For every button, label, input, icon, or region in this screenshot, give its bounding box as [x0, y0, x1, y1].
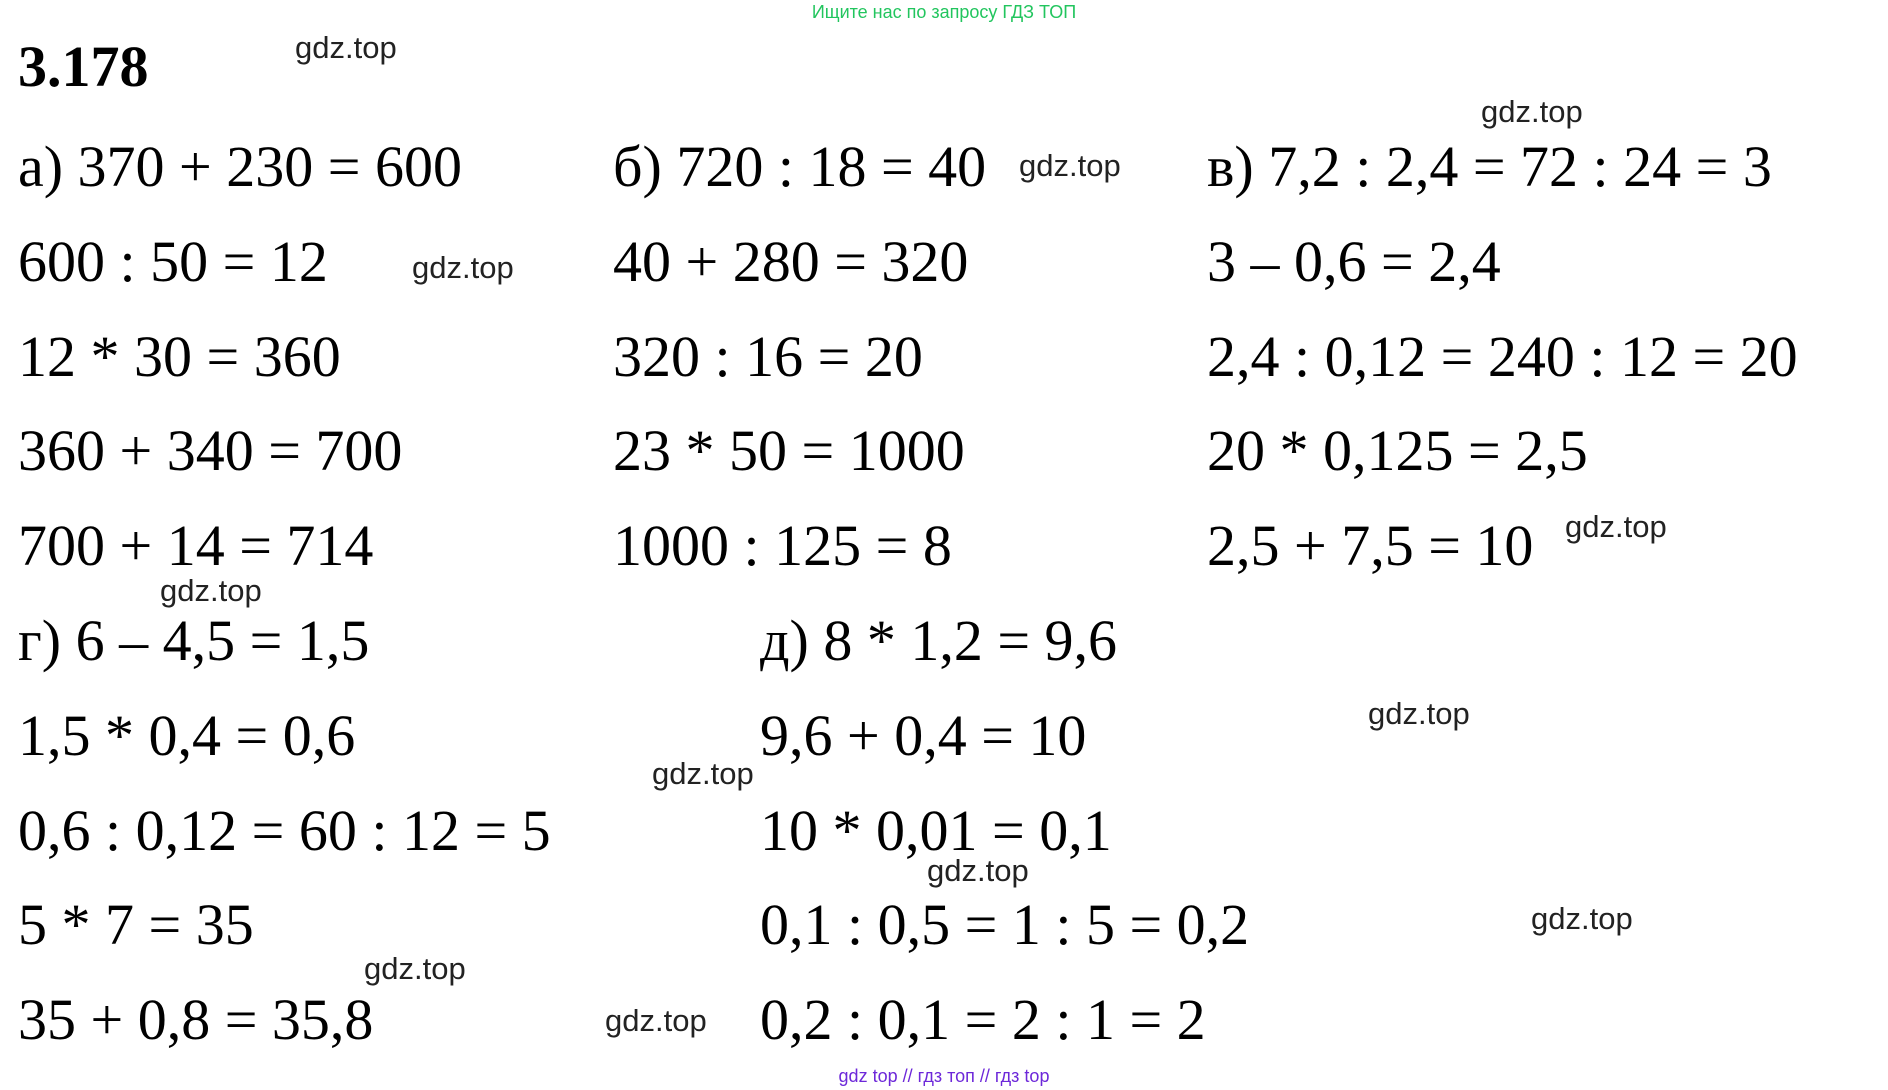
watermark: gdz.top	[927, 853, 1029, 888]
equation-v-3: 2,4 : 0,12 = 240 : 12 = 20	[1207, 324, 1798, 389]
equation-v-4: 20 * 0,125 = 2,5	[1207, 418, 1588, 483]
equation-g-5: 35 + 0,8 = 35,8	[18, 987, 374, 1052]
watermark: gdz.top	[1565, 509, 1667, 544]
watermark: gdz.top	[1531, 901, 1633, 936]
watermark: gdz.top	[160, 573, 262, 608]
equation-b-4: 23 * 50 = 1000	[613, 418, 965, 483]
equation-d-1: д) 8 * 1,2 = 9,6	[760, 608, 1118, 673]
equation-a-5: 700 + 14 = 714	[18, 513, 374, 578]
equation-d-3: 10 * 0,01 = 0,1	[760, 798, 1112, 863]
equation-g-1: г) 6 – 4,5 = 1,5	[18, 608, 370, 673]
equation-a-1: а) 370 + 230 = 600	[18, 134, 462, 199]
watermark: gdz.top	[1368, 696, 1470, 731]
equation-v-2: 3 – 0,6 = 2,4	[1207, 229, 1501, 294]
watermark: gdz.top	[605, 1003, 707, 1038]
equation-a-2: 600 : 50 = 12	[18, 229, 328, 294]
equation-g-4: 5 * 7 = 35	[18, 892, 254, 957]
watermark: gdz.top	[412, 250, 514, 285]
footer-note: gdz top // гдз топ // гдз top	[838, 1066, 1050, 1086]
equation-d-4: 0,1 : 0,5 = 1 : 5 = 0,2	[760, 892, 1250, 957]
watermark: gdz.top	[1481, 94, 1583, 129]
header-note: Ищите нас по запросу ГДЗ ТОП	[811, 2, 1077, 22]
watermark: gdz.top	[295, 30, 397, 65]
equation-g-2: 1,5 * 0,4 = 0,6	[18, 703, 356, 768]
equation-v-1: в) 7,2 : 2,4 = 72 : 24 = 3	[1207, 134, 1772, 199]
watermark: gdz.top	[1019, 148, 1121, 183]
equation-b-2: 40 + 280 = 320	[613, 229, 969, 294]
watermark: gdz.top	[364, 951, 466, 986]
equation-d-2: 9,6 + 0,4 = 10	[760, 703, 1087, 768]
equation-a-3: 12 * 30 = 360	[18, 324, 341, 389]
equation-b-1: б) 720 : 18 = 40	[613, 134, 987, 199]
task-number: 3.178	[18, 34, 149, 99]
equation-v-5: 2,5 + 7,5 = 10	[1207, 513, 1534, 578]
equation-b-3: 320 : 16 = 20	[613, 324, 923, 389]
equation-d-5: 0,2 : 0,1 = 2 : 1 = 2	[760, 987, 1206, 1052]
equation-g-3: 0,6 : 0,12 = 60 : 12 = 5	[18, 798, 551, 863]
watermark: gdz.top	[652, 756, 754, 791]
equation-a-4: 360 + 340 = 700	[18, 418, 403, 483]
equation-b-5: 1000 : 125 = 8	[613, 513, 952, 578]
